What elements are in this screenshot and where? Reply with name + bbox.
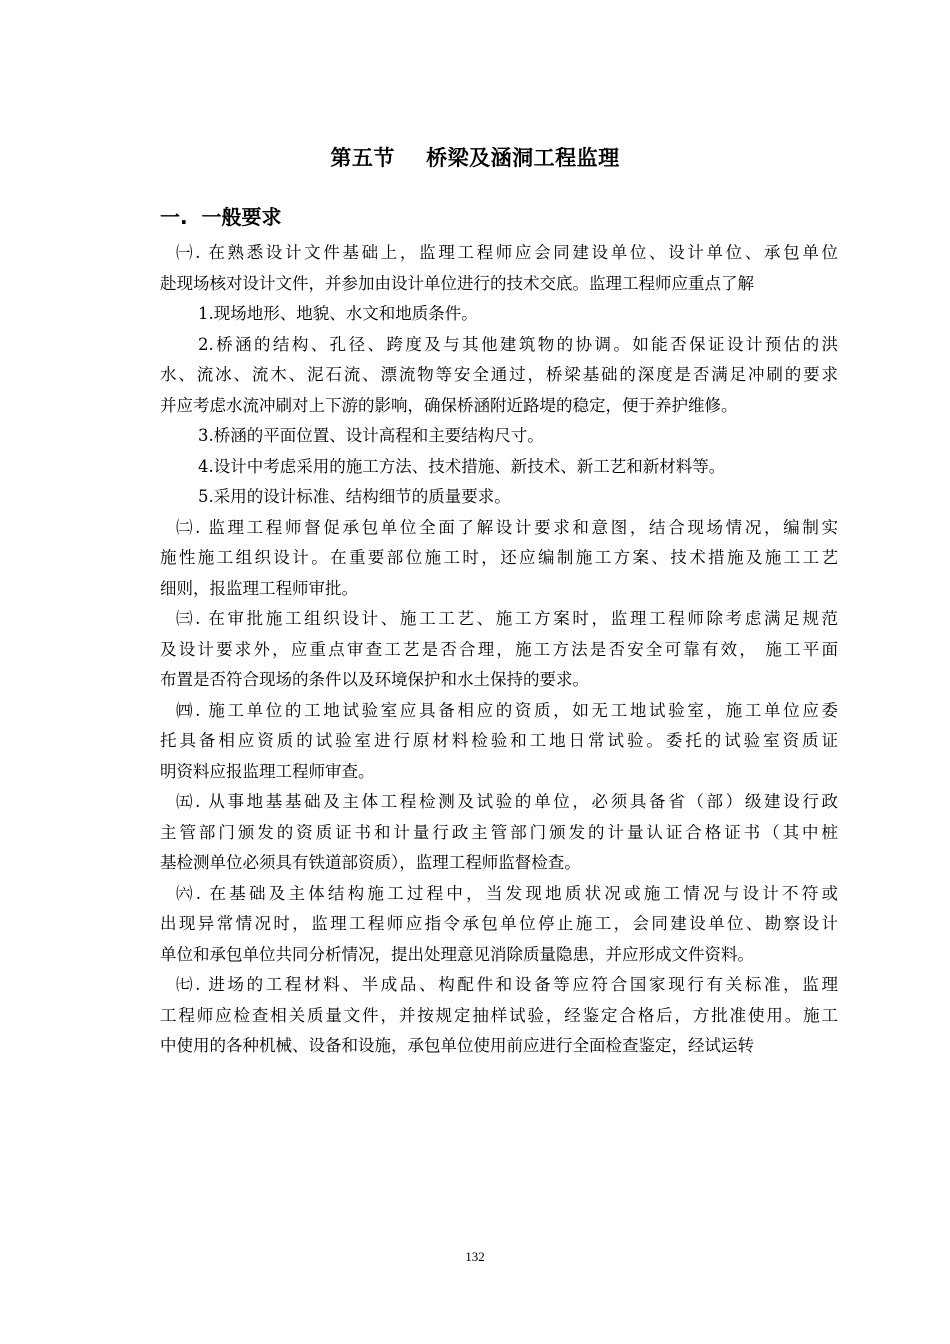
paragraph-line: 出现异常情况时，监理工程师应指令承包单位停止施工，会同建设单位、勘察设计 [160,914,838,933]
paragraph-line: 1.现场地形、地貌、水文和地质条件。 [198,304,478,323]
section-heading: 一. 一般要求 [160,205,282,229]
paragraph [160,696,838,788]
paragraph [160,452,838,483]
paragraph-line: 4.设计中考虑采用的施工方法、技术措施、新技术、新工艺和新材料等。 [198,456,726,476]
paragraph-line: 2.桥涵的结构、孔径、跨度及与其他建筑物的协调。如能否保证设计预估的洪 [198,334,838,354]
paragraph [160,299,838,330]
page-number: 132 [465,1249,485,1264]
paragraph-line: 并应考虑水流冲刷对上下游的影响，确保桥涵附近路堤的稳定，便于养护维修。 [160,395,738,415]
paragraph-line: 施性施工组织设计。在重要部位施工时，还应编制施工方案、技术措施及施工工艺 [160,548,838,567]
paragraph-line: 及设计要求外，应重点审查工艺是否合理，施工方法是否安全可靠有效， 施工平面 [160,639,838,659]
paragraph-line: 3.桥涵的平面位置、设计高程和主要结构尺寸。 [198,426,544,445]
paragraph-line: 主管部门颁发的资质证书和计量行政主管部门颁发的计量认证合格证书（其中桩 [160,822,838,842]
document-body [160,238,838,1062]
paragraph-line: ㈡. 监理工程师督促承包单位全面了解设计要求和意图，结合现场情况，编制实 [176,517,838,537]
paragraph-line: ㈥. 在基础及主体结构施工过程中，当发现地质状况或施工情况与设计不符或 [176,883,838,903]
paragraph [160,879,838,971]
paragraph-line: ㈢. 在审批施工组织设计、施工工艺、施工方案时，监理工程师除考虑满足规范 [176,609,838,628]
paragraph-line: 单位和承包单位共同分析情况，提出处理意见消除质量隐患，并应形成文件资料。 [160,944,754,964]
paragraph-line: ㈠. 在熟悉设计文件基础上，监理工程师应会同建设单位、设计单位、承包单位 [176,243,838,262]
paragraph-line: 细则，报监理工程师审批。 [160,578,358,598]
paragraph-line: ㈤. 从事地基基础及主体工程检测及试验的单位，必须具备省（部）级建设行政 [176,792,838,811]
paragraph-line: 水、流冰、流木、泥石流、漂流物等安全通过，桥梁基础的深度是否满足冲刷的要求 [160,365,838,384]
paragraph-line: ㈦. 进场的工程材料、半成品、构配件和设备等应符合国家现行有关标准，监理 [176,975,838,994]
paragraph-line: 明资料应报监理工程师审查。 [160,761,375,781]
paragraph [160,604,838,696]
paragraph-line: 基检测单位必须具有铁道部资质），监理工程师监督检查。 [160,853,581,872]
paragraph-line: 5.采用的设计标准、结构细节的质量要求。 [198,487,511,506]
paragraph-line: 工程师应检查相关质量文件，并按规定抽样试验，经鉴定合格后，方批准使用。施工 [160,1005,838,1025]
paragraph-line: 赴现场核对设计文件，并参加由设计单位进行的技术交底。监理工程师应重点了解 [160,273,754,293]
paragraph-line: 布置是否符合现场的条件以及环境保护和水土保持的要求。 [160,670,589,689]
paragraph-line: ㈣. 施工单位的工地试验室应具备相应的资质，如无工地试验室，施工单位应委 [176,700,838,720]
page-title: 第五节 桥梁及涵洞工程监理 [330,146,620,170]
paragraph [160,513,838,605]
paragraph [160,970,838,1062]
paragraph-line: 中使用的各种机械、设备和设施，承包单位使用前应进行全面检查鉴定，经试运转 [160,1036,754,1055]
paragraph-line: 托具备相应资质的试验室进行原材料检验和工地日常试验。委托的试验室资质证 [160,731,838,750]
paragraph [160,238,838,299]
paragraph [160,787,838,879]
paragraph [160,330,838,422]
paragraph [160,421,838,452]
paragraph [160,482,838,513]
